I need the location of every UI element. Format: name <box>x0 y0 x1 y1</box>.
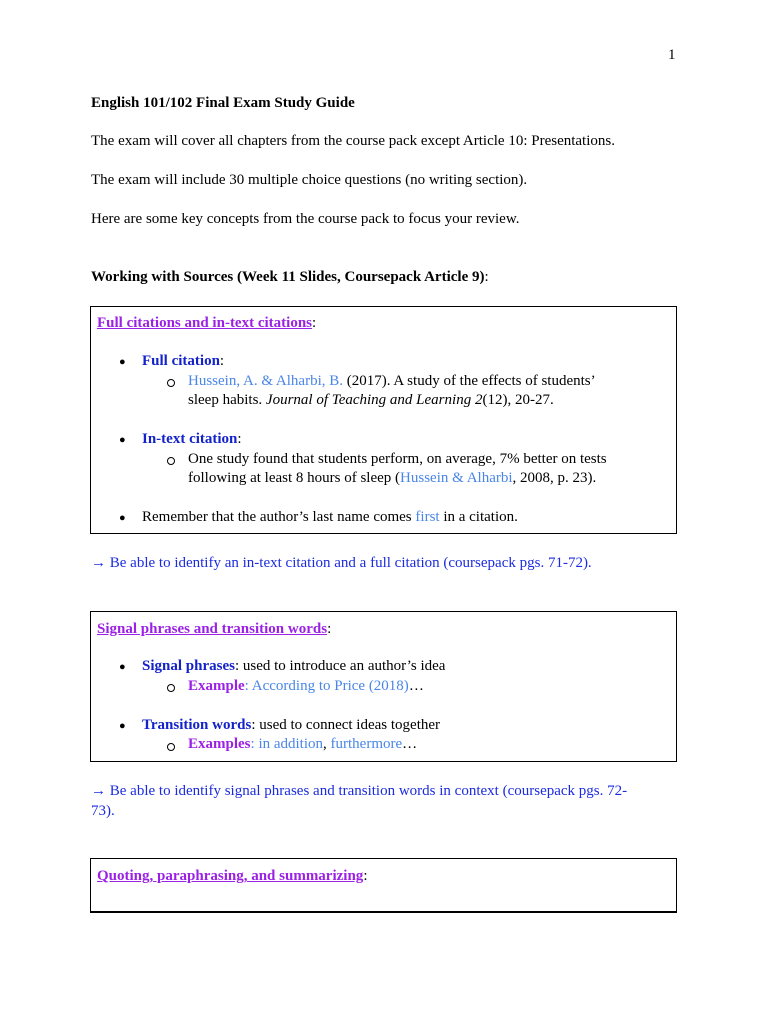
full-citation-line2-a: sleep habits. <box>188 392 266 408</box>
remember-item <box>142 509 518 526</box>
section-heading-colon: : <box>484 269 489 285</box>
transition-words-label: Transition words <box>142 717 252 733</box>
signal-phrases-box <box>90 611 677 762</box>
note-citations: → Be able to identify an in-text citation and a full citation (coursepack pgs. 71-72). <box>91 555 592 571</box>
circle-bullet <box>167 457 175 465</box>
bullet-dot: ● <box>119 434 126 446</box>
remember-a: Remember that the author’s last name comes <box>142 509 416 525</box>
example-in-addition: in addition <box>258 736 324 752</box>
full-citation-line-1 <box>188 373 596 390</box>
intext-citation-label: In-text citation <box>142 431 238 447</box>
intext-citation-item: In-text citation: <box>142 431 242 447</box>
examples-label: Examples <box>188 736 251 752</box>
transition-words-desc: : used to connect ideas together <box>251 717 441 733</box>
examples-ellipsis: … <box>402 736 418 752</box>
section-heading-text: Working with Sources (Week 11 Slides, Coursepack Article 9) <box>91 269 485 285</box>
full-citation-authors: Hussein, A. & Alharbi, B. <box>188 373 344 389</box>
full-citation-label: Full citation <box>142 353 220 369</box>
circle-bullet <box>167 379 175 387</box>
circle-bullet <box>167 684 175 692</box>
signal-phrases-desc: : used to introduce an author’s idea <box>234 658 446 674</box>
intext-cite: Hussein & Alharbi <box>400 470 513 486</box>
intro-line-1: The exam will cover all chapters from the course pack except Article 10: Presentations. <box>91 133 615 149</box>
example-ellipsis: … <box>408 678 424 694</box>
note-signal-line-1: → Be able to identify signal phrases and transition words in context (coursepack pgs. 72- <box>91 783 628 799</box>
remember-first: first <box>415 509 440 525</box>
circle-bullet <box>167 743 175 751</box>
note-signal-line-2: 73). <box>91 803 115 819</box>
citations-box <box>90 306 677 534</box>
intro-line-2: The exam will include 30 multiple choice questions (no writing section). <box>91 172 528 188</box>
bullet-dot: ● <box>119 512 126 524</box>
bullet-dot: ● <box>119 720 126 732</box>
signal-phrases-item <box>142 658 445 675</box>
intext-line2-b: , 2008, p. 23). <box>512 470 597 486</box>
bullet-dot: ● <box>119 661 126 673</box>
signal-title-text: Signal phrases and transition words <box>97 621 328 637</box>
example-label: Example <box>188 678 245 694</box>
transition-examples-line: Examples: in addition, furthermore… <box>188 736 418 752</box>
signal-box-title: Signal phrases and transition words: <box>97 621 332 637</box>
quoting-title-text: Quoting, paraphrasing, and summarizing <box>97 868 364 884</box>
intext-line2-a: following at least 8 hours of sleep ( <box>188 470 401 486</box>
full-citation-line-2 <box>188 392 554 409</box>
example-furthermore: furthermore <box>330 736 403 752</box>
full-citation-item: Full citation: <box>142 353 225 369</box>
example-value: According to Price (2018) <box>251 678 409 694</box>
quoting-box-title: Quoting, paraphrasing, and summarizing: <box>97 868 368 884</box>
signal-phrases-label: Signal phrases <box>142 658 235 674</box>
quoting-box <box>90 858 677 913</box>
signal-example-line: Example: According to Price (2018)… <box>188 678 424 694</box>
full-citation-line2-b: (12), 20-27. <box>482 392 554 408</box>
full-citation-journal: Journal of Teaching and Learning 2 <box>265 392 483 408</box>
remember-b: in a citation. <box>439 509 518 525</box>
section-heading <box>91 269 489 286</box>
intext-line-1: One study found that students perform, on average, 7% better on tests <box>188 451 607 467</box>
transition-words-item <box>142 717 440 734</box>
intro-line-3: Here are some key concepts from the course pack to focus your review. <box>91 211 520 227</box>
document-title: English 101/102 Final Exam Study Guide <box>91 95 355 111</box>
page-number: 1 <box>668 47 676 63</box>
bullet-dot: ● <box>119 356 126 368</box>
full-citation-rest: (2017). A study of the effects of students’ <box>343 373 596 389</box>
citations-title-text: Full citations and in-text citations <box>97 315 313 331</box>
examples-separator: , <box>323 736 331 752</box>
intext-line-2 <box>188 470 596 487</box>
citations-box-title: Full citations and in-text citations: <box>97 315 317 331</box>
